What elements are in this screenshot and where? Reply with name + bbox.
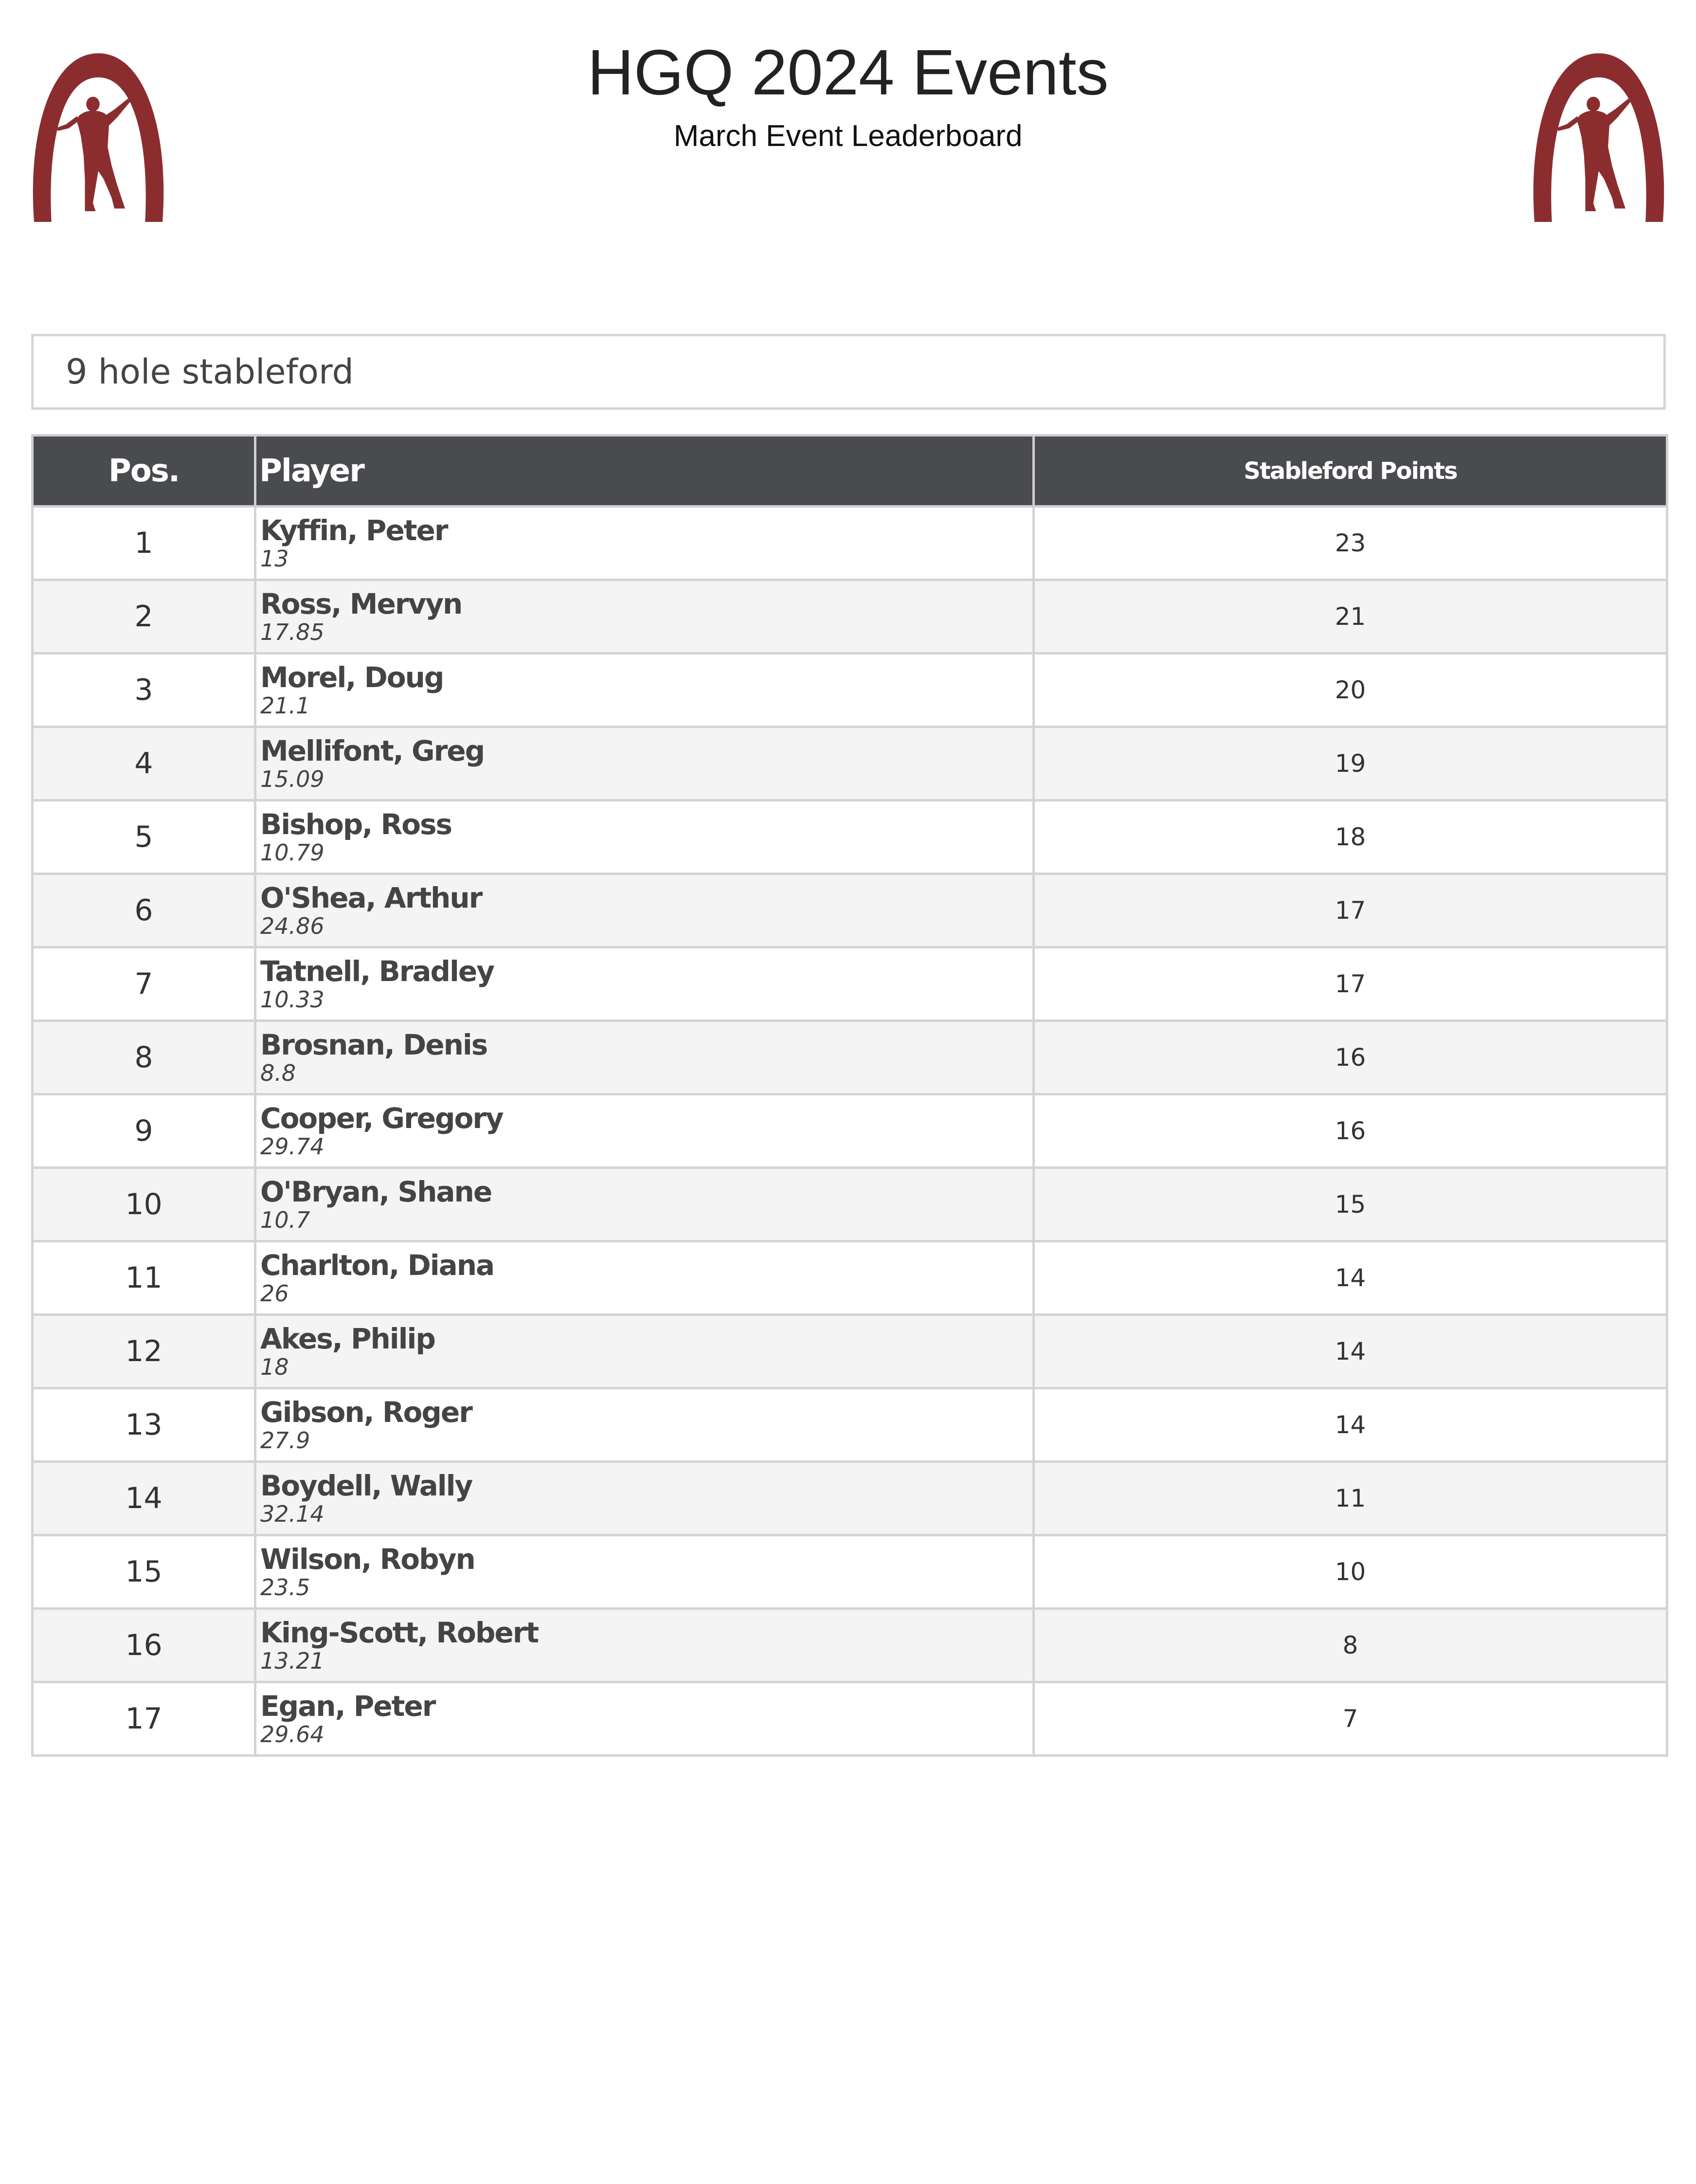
- leaderboard-body: [33, 507, 1667, 1756]
- row-player: [255, 1682, 1034, 1756]
- table-row: [33, 947, 1667, 1021]
- row-player: [255, 727, 1034, 801]
- player-name: King-Scott, Robert: [260, 1616, 539, 1649]
- row-points: 17: [1034, 874, 1667, 947]
- table-row: [33, 1315, 1667, 1388]
- row-position: 12: [33, 1315, 255, 1388]
- row-points: 15: [1034, 1168, 1667, 1241]
- row-points: 21: [1034, 580, 1667, 654]
- player-name: Charlton, Diana: [260, 1249, 494, 1282]
- row-position: 14: [33, 1462, 255, 1535]
- player-handicap: 26: [260, 1280, 289, 1307]
- row-player: [255, 947, 1034, 1021]
- row-points: 8: [1034, 1609, 1667, 1682]
- player-handicap: 29.74: [260, 1133, 325, 1160]
- row-points: 7: [1034, 1682, 1667, 1756]
- column-header-points: Stableford Points: [1034, 436, 1667, 507]
- player-handicap: 8.8: [260, 1060, 296, 1086]
- column-header-pos: Pos.: [33, 436, 255, 507]
- player-name: Tatnell, Bradley: [260, 955, 494, 988]
- table-row: [33, 874, 1667, 947]
- player-handicap: 13: [260, 546, 289, 572]
- row-player: [255, 1462, 1034, 1535]
- player-handicap: 13.21: [260, 1648, 325, 1674]
- table-row: [33, 1241, 1667, 1315]
- player-name: Akes, Philip: [260, 1322, 435, 1355]
- row-points: 16: [1034, 1021, 1667, 1094]
- table-row: [33, 1682, 1667, 1756]
- row-player: [255, 1535, 1034, 1609]
- row-position: 1: [33, 507, 255, 580]
- column-header-player: Player: [255, 436, 1034, 507]
- player-handicap: 32.14: [260, 1501, 325, 1527]
- row-position: 5: [33, 801, 255, 874]
- page-title: HGQ 2024 Events: [587, 36, 1109, 108]
- row-points: 14: [1034, 1315, 1667, 1388]
- table-row: [33, 1021, 1667, 1094]
- player-name: Mellifont, Greg: [260, 734, 485, 767]
- player-handicap: 10.33: [260, 986, 325, 1013]
- row-points: 20: [1034, 654, 1667, 727]
- player-handicap: 10.7: [260, 1207, 310, 1233]
- player-handicap: 24.86: [260, 913, 325, 939]
- row-player: [255, 580, 1034, 654]
- table-row: [33, 1535, 1667, 1609]
- row-points: 14: [1034, 1241, 1667, 1315]
- player-name: Egan, Peter: [260, 1690, 435, 1723]
- table-row: [33, 580, 1667, 654]
- table-row: [33, 1168, 1667, 1241]
- player-name: Ross, Mervyn: [260, 587, 462, 620]
- player-name: Brosnan, Denis: [260, 1028, 487, 1061]
- player-handicap: 18: [260, 1354, 289, 1380]
- row-position: 17: [33, 1682, 255, 1756]
- row-position: 7: [33, 947, 255, 1021]
- event-format-label: 9 hole stableford: [31, 334, 1666, 410]
- row-player: [255, 1388, 1034, 1462]
- row-position: 13: [33, 1388, 255, 1462]
- row-player: [255, 507, 1034, 580]
- row-position: 4: [33, 727, 255, 801]
- row-player: [255, 1168, 1034, 1241]
- player-name: Bishop, Ross: [260, 808, 452, 841]
- row-player: [255, 1241, 1034, 1315]
- row-position: 3: [33, 654, 255, 727]
- table-row: [33, 1462, 1667, 1535]
- row-player: [255, 1021, 1034, 1094]
- table-row: [33, 1388, 1667, 1462]
- table-row: [33, 1094, 1667, 1168]
- row-position: 10: [33, 1168, 255, 1241]
- player-name: O'Shea, Arthur: [260, 881, 482, 914]
- player-handicap: 27.9: [260, 1427, 310, 1454]
- row-position: 6: [33, 874, 255, 947]
- row-points: 23: [1034, 507, 1667, 580]
- player-handicap: 17.85: [260, 619, 325, 645]
- row-points: 18: [1034, 801, 1667, 874]
- row-points: 10: [1034, 1535, 1667, 1609]
- row-player: [255, 1094, 1034, 1168]
- table-row: [33, 1609, 1667, 1682]
- table-header-row: [33, 436, 1667, 507]
- player-handicap: 10.79: [260, 839, 325, 866]
- row-position: 9: [33, 1094, 255, 1168]
- row-position: 16: [33, 1609, 255, 1682]
- player-name: Morel, Doug: [260, 661, 444, 694]
- player-name: Gibson, Roger: [260, 1396, 472, 1429]
- table-row: [33, 727, 1667, 801]
- row-points: 11: [1034, 1462, 1667, 1535]
- player-handicap: 15.09: [260, 766, 325, 792]
- row-position: 8: [33, 1021, 255, 1094]
- table-row: [33, 507, 1667, 580]
- table-row: [33, 654, 1667, 727]
- player-name: Cooper, Gregory: [260, 1102, 503, 1135]
- page-subtitle: March Event Leaderboard: [673, 119, 1023, 153]
- leaderboard-table: [31, 434, 1668, 1757]
- row-position: 11: [33, 1241, 255, 1315]
- row-player: [255, 1315, 1034, 1388]
- player-handicap: 23.5: [260, 1574, 310, 1601]
- table-row: [33, 801, 1667, 874]
- player-handicap: 29.64: [260, 1721, 325, 1747]
- row-player: [255, 801, 1034, 874]
- row-points: 19: [1034, 727, 1667, 801]
- row-position: 15: [33, 1535, 255, 1609]
- player-name: Boydell, Wally: [260, 1469, 472, 1502]
- row-position: 2: [33, 580, 255, 654]
- player-name: Wilson, Robyn: [260, 1543, 475, 1576]
- row-points: 16: [1034, 1094, 1667, 1168]
- player-name: Kyffin, Peter: [260, 514, 448, 547]
- row-points: 14: [1034, 1388, 1667, 1462]
- player-handicap: 21.1: [260, 692, 310, 719]
- player-name: O'Bryan, Shane: [260, 1175, 492, 1208]
- row-player: [255, 654, 1034, 727]
- row-player: [255, 874, 1034, 947]
- row-points: 17: [1034, 947, 1667, 1021]
- row-player: [255, 1609, 1034, 1682]
